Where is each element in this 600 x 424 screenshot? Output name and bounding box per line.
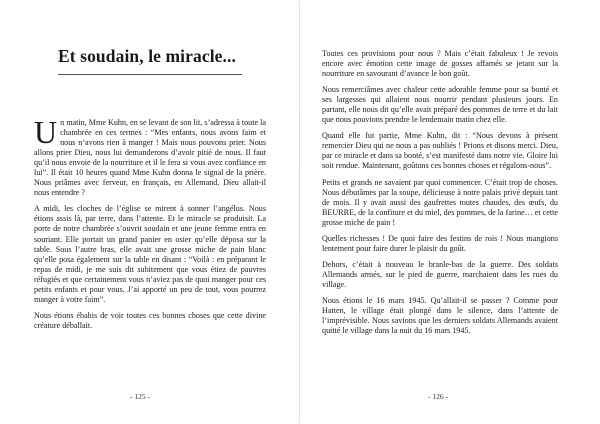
paragraph: Toutes ces provisions pour nous ? Mais c’était fabuleux ! Je revois encore avec émotion cette image de gosses affamés se jetant sur la nourriture en savourant d’avance le bon goût. — [322, 49, 558, 79]
paragraph-text: n matin, Mme Kuhn, en se levant de son lit, s’adressa à toute la chambrée en ces termes : “Mes enfants, nous avons faim et nous n’avons rien à manger ! Mais nous pouvons prier. Nous allons prier Dieu, nous lui demanderons d’avoir pitié de nous. Il faut qu’il nous envoie de la nourriture et il le fera si vous avez confiance en lui”. Il était 10 heures quand Mme Kuhn donna le signal de la prière. Nous priâmes avec ferveur, en français, en Allemand. Dieu allait-il nous entendre ? — [34, 118, 266, 198]
paragraph: Quand elle fut partie, Mme Kuhn, dit : “Nous devons à présent remercier Dieu qui ne nous a pas oubliés ! Prions et disons merci. Dieu, par ce miracle et dans sa bonté, s’est manifesté dans notre vie. Gloire lui soit rendue. Maintenant, goûtons ces bonnes choses et régalons-nous”. — [322, 131, 558, 171]
left-text-column — [34, 114, 266, 337]
paragraph — [34, 114, 266, 198]
right-text-column — [322, 49, 558, 342]
paragraph: Nous étions ébahis de voir toutes ces bonnes choses que cette divine créature déballait. — [34, 310, 266, 330]
drop-cap: U — [34, 114, 58, 150]
page-number-left: - 125 - — [130, 392, 150, 401]
title-underline — [58, 74, 242, 75]
paragraph: Nous étions le 16 mars 1945. Qu’allait-il se passer ? Comme pour Hatten, le village était plongé dans le silence, dans l’attente de l’imprévisible. Nous savions que les derniers soldats Allemands avaient quitté le village dans la nuit du 16 mars 1945. — [322, 295, 558, 336]
paragraph: Dehors, c’était à nouveau le branle-bas de la guerre. Des soldats Allemands armés, sur le pied de guerre, marchaient dans les rues du village. — [322, 259, 558, 289]
paragraph: Quelles richesses ! De quoi faire des festins de rois ! Nous mangions lentement pour faire durer le plaisir du goût. — [322, 233, 558, 253]
paragraph: Nous remerciâmes avec chaleur cette adorable femme pour sa bonté et ses largesses qui allaient nous nourrir pendant plusieurs jours. En partant, elle nous dit qu’elle avait préparé des pommes de terre et du lait que nous pouvions prendre le lendemain matin chez elle. — [322, 85, 558, 125]
right-page — [300, 0, 600, 424]
page-number-right: - 126 - — [428, 392, 448, 401]
paragraph: A midi, les cloches de l’église se mirent à sonner l’angélus. Nous étions assis là, par terre, dans l’attente. Et le miracle se produisit. La porte de notre chambrée s’ouvrit soudain et une jeune femme entra en souriant. Elle portait un grand panier en osier qu’elle déposa sur la table. Sous l’autre bras, elle avait une grosse miche de pain blanc qu’elle posa également sur la table en disant : “Voilà : en préparant le repas de midi, je me suis dit subitement que vous étiez de pauvres réfugiés et que certainement vous n’aviez pas de quoi manger pour ces petits enfants et pour vous. J’ai apporté un peu de tout, vous pourrez manger à votre faim”. — [34, 204, 266, 304]
paragraph: Petits et grands ne savaient par quoi commencer. C’était trop de choses. Nous débutâmes par la soupe, délicieuse à notre palais privé depuis tant de mois. Il y avait aussi des gaufrettes toutes chaudes, des œufs, du BEURRE, de la confiture et du miel, des pommes, de la farine… et cette grosse miche de pain ! — [322, 177, 559, 227]
chapter-title: Et soudain, le miracle... — [58, 46, 236, 66]
